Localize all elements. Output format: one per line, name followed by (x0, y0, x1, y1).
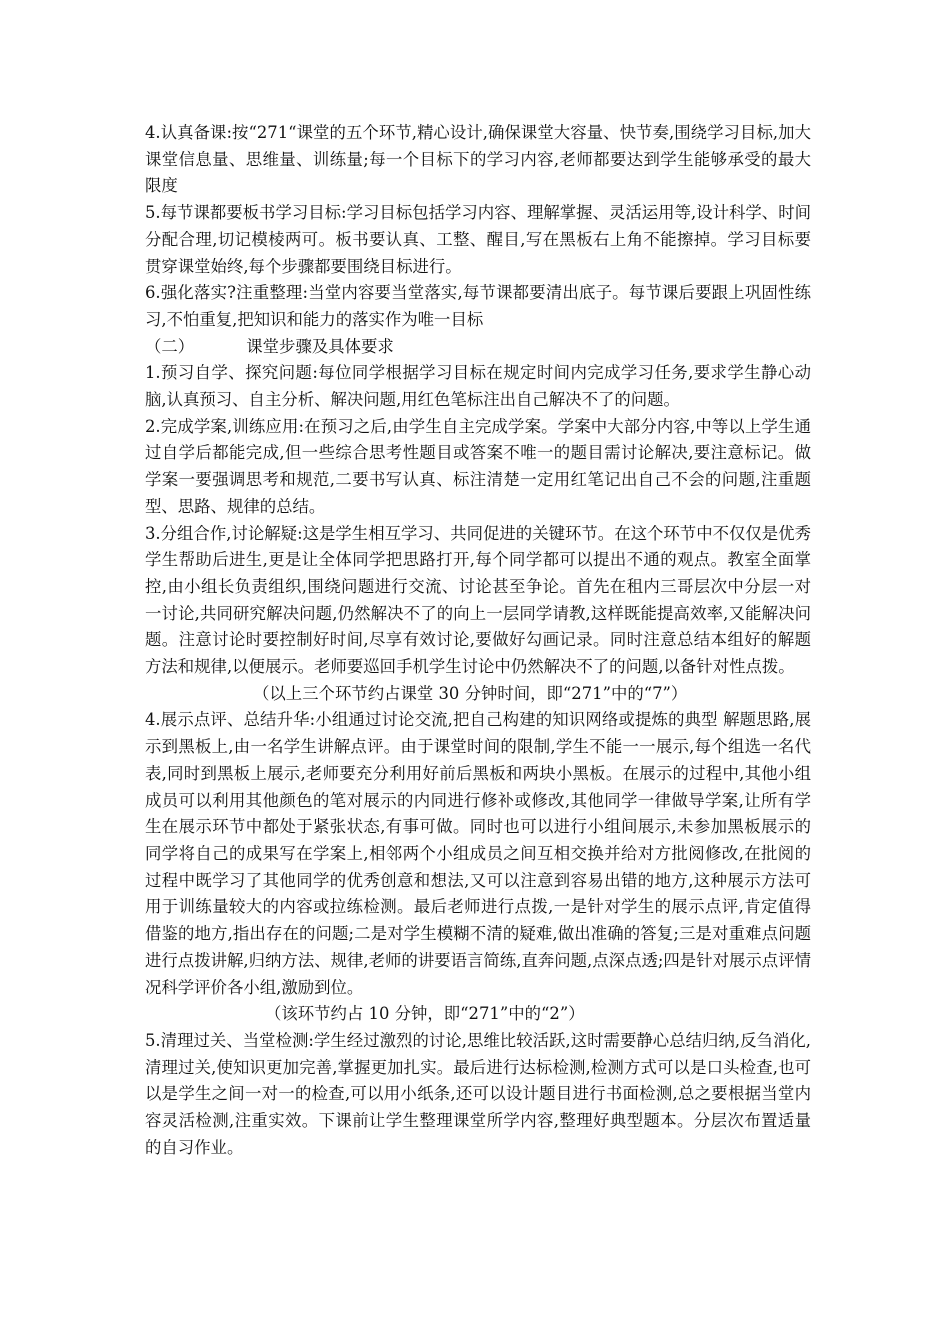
time-note-first-three-steps: （以上三个环节约占课堂 30 分钟时间，即“271”中的“7”） (253, 683, 688, 703)
paragraph-step-group-cooperation: 3.分组合作,讨论解疑:这是学生相互学习、共同促进的关键环节。在这个环节中不仅仅是优秀学生帮助后进生,更是让全体同学把思路打开,每个同学都可以提出不通的观点。教室全面掌控,由小组长负责组织,围绕问题进行交流、讨论甚至争论。首先在租内三哥层次中分层一对一讨论,共同研究解决问题,仍然解决不了的向上一层同学请教,这样既能提高效率,又能解决问题。注意讨论时要控制好时间,尽享有效讨论,要做好勾画记录。同时注意总结本组好的解题方法和规律,以便展示。老师要巡回手机学生讨论中仍然解决不了的问题,以备针对性点拨。 (145, 523, 811, 677)
paragraph-strengthen-implementation: 6.强化落实?注重整理:当堂内容要当堂落实,每节课都要清出底子。每节课后要跟上巩固性练习,不怕重复,把知识和能力的落实作为唯一目标 (145, 283, 811, 329)
paragraph-step-complete-worksheet: 2.完成学案,训练应用:在预习之后,由学生自主完成学案。学案中大部分内容,中等以上学生通过自学后都能完成,但一些综合思考性题目或答案不唯一的题目需讨论解决,要注意标记。做学案一要强调思考和规范,二要书写认真、标注清楚一定用红笔记出自己不会的问题,注重题型、思路、规律的总结。 (145, 416, 811, 516)
paragraph-step-preview-self-study: 1.预习自学、探究问题:每位同学根据学习目标在规定时间内完成学习任务,要求学生静心动脑,认真预习、自主分析、解决问题,用红色笔标注出自己解决不了的问题。 (145, 363, 811, 410)
section-heading-class-steps: （二） 课堂步骤及具体要求 (145, 336, 394, 356)
time-note-presentation-step: （该环节约占 10 分钟，即“271”中的“2”） (265, 1004, 585, 1024)
document-page (145, 120, 811, 1161)
paragraph-board-learning-goals: 5.每节课都要板书学习目标:学习目标包括学习内容、理解掌握、灵活运用等,设计科学、时间分配合理,切记模棱两可。板书要认真、工整、醒目,写在黑板右上角不能擦掉。学习目标要贯穿课堂始终,每个步骤都要围绕目标进行。 (145, 203, 811, 276)
paragraph-careful-lesson-prep: 4.认真备课:按“271“课堂的五个环节,精心设计,确保课堂大容量、快节奏,围绕学习目标,加大课堂信息量、思维量、训练量;每一个目标下的学习内容,老师都要达到学生能够承受的最大限度 (145, 123, 811, 196)
paragraph-step-clearance-testing: 5.清理过关、当堂检测:学生经过激烈的讨论,思维比较活跃,这时需要静心总结归纳,反刍消化,清理过关,使知识更加完善,掌握更加扎实。最后进行达标检测,检测方式可以是口头检查,也可以是学生之间一对一的检查,可以用小纸条,还可以设计题目进行书面检测,总之要根据当堂内容灵活检测,注重实效。下课前让学生整理课堂所学内容,整理好典型题本。分层次布置适量的自习作业。 (145, 1030, 811, 1157)
paragraph-step-presentation-review: 4.展示点评、总结升华:小组通过讨论交流,把自己构建的知识网络或提炼的典型 解题思路,展示到黑板上,由一名学生讲解点评。由于课堂时间的限制,学生不能一一展示,每个组选一名代表,同时到黑板上展示,老师要充分利用好前后黑板和两块小黑板。在展示的过程中,其他小组成员可以利用其他颜色的笔对展示的内同进行修补或修改,其他同学一律做导学案,让所有学生在展示环节中都处于紧张状态,有事可做。同时也可以进行小组间展示,未参加黑板展示的同学将自己的成果写在学案上,相邻两个小组成员之间互相交换并给对方批阅修改,在批阅的过程中既学习了其他同学的优秀创意和想法,又可以注意到容易出错的地方,这种展示方法可用于训练量较大的内容或拉练检测。最后老师进行点拨,一是针对学生的展示点评,肯定值得借鉴的地方,指出存在的问题;二是对学生模糊不清的疑难,做出准确的答复;三是对重难点问题进行点拨讲解,归纳方法、规律,老师的讲要语言简练,直奔问题,点深点透;四是针对展示点评情况科学评价各小组,激励到位。 (145, 710, 811, 997)
